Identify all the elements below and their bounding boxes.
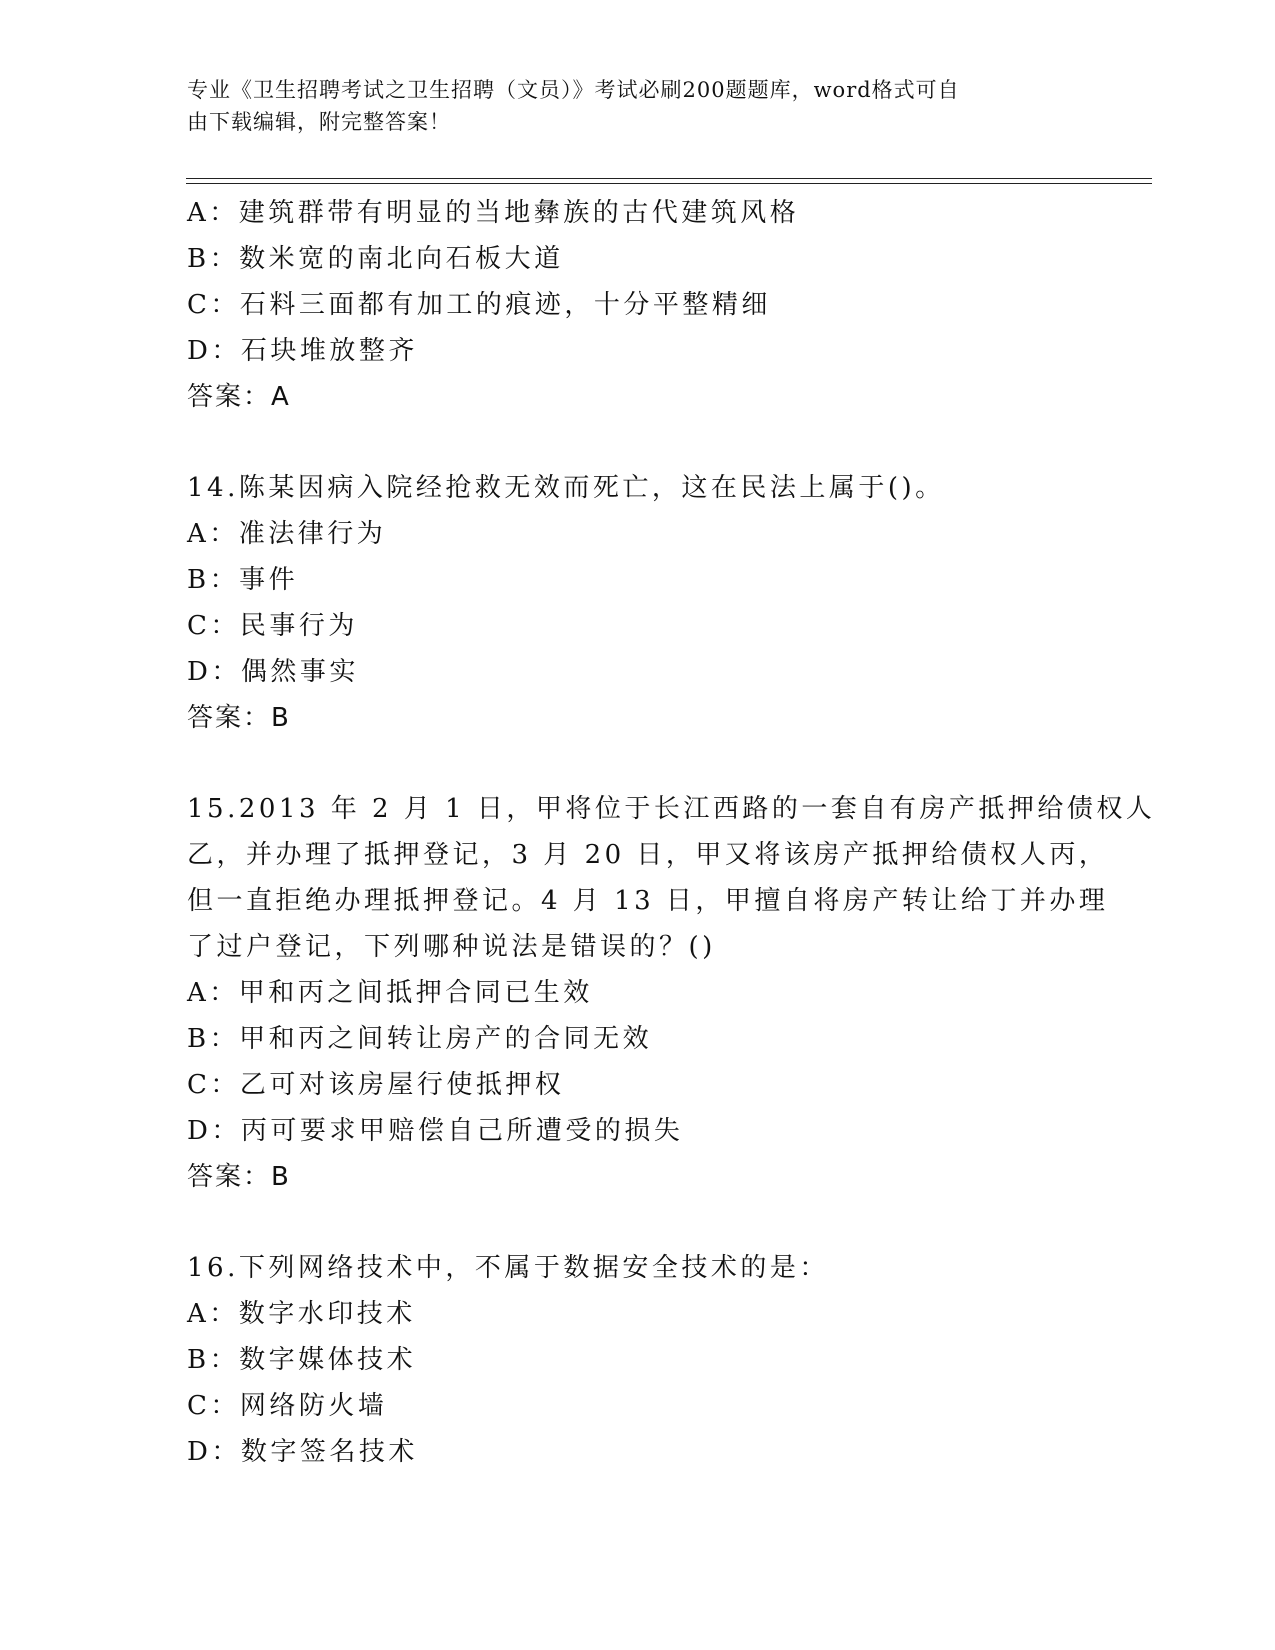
option-a: A：建筑群带有明显的当地彝族的古代建筑风格: [187, 198, 800, 228]
option-a: A：甲和丙之间抵押合同已生效: [187, 978, 593, 1008]
question-stem: 16.下列网络技术中，不属于数据安全技术的是：: [187, 1253, 829, 1283]
question-stem-line: 乙，并办理了抵押登记，3 月 20 日，甲又将该房产抵押给债权人丙，: [187, 840, 1109, 870]
question-stem-line: 了过户登记，下列哪种说法是错误的？(): [187, 932, 716, 962]
option-b: B：数字媒体技术: [187, 1345, 417, 1375]
question-stem-line: 但一直拒绝办理抵押登记。4 月 13 日，甲擅自将房产转让给丁并办理: [187, 886, 1109, 916]
option-c: C：网络防火墙: [187, 1391, 388, 1421]
question-15: [187, 786, 1156, 1200]
option-d: D：石块堆放整齐: [187, 336, 418, 366]
question-stem-line: 15.2013 年 2 月 1 日，甲将位于长江西路的一套自有房产抵押给债权人: [187, 794, 1156, 824]
header-line-1: 专业《卫生招聘考试之卫生招聘（文员）》考试必刷200题题库，word格式可自: [187, 78, 960, 102]
option-b: B：事件: [187, 565, 299, 595]
answer: 答案：B: [187, 1162, 291, 1192]
header-divider-top: [186, 178, 1152, 179]
answer: 答案：A: [187, 382, 291, 412]
question-13: [187, 190, 1087, 420]
option-c: C：民事行为: [187, 611, 358, 641]
option-a: A：准法律行为: [187, 519, 387, 549]
question-stem: 14.陈某因病入院经抢救无效而死亡，这在民法上属于()。: [187, 473, 945, 503]
option-b: B：数米宽的南北向石板大道: [187, 244, 564, 274]
option-c: C：乙可对该房屋行使抵押权: [187, 1070, 565, 1100]
question-list: [187, 190, 1156, 1475]
option-d: D：丙可要求甲赔偿自己所遭受的损失: [187, 1116, 684, 1146]
header-divider-bottom: [186, 183, 1152, 184]
question-16: [187, 1245, 1087, 1475]
answer: 答案：B: [187, 703, 291, 733]
document-header: [187, 74, 1067, 138]
option-d: D：偶然事实: [187, 657, 359, 687]
option-d: D：数字签名技术: [187, 1437, 418, 1467]
option-c: C：石料三面都有加工的痕迹，十分平整精细: [187, 290, 771, 320]
option-a: A：数字水印技术: [187, 1299, 416, 1329]
question-14: [187, 465, 1087, 741]
option-b: B：甲和丙之间转让房产的合同无效: [187, 1024, 653, 1054]
header-line-2: 由下载编辑，附完整答案！: [187, 110, 451, 134]
